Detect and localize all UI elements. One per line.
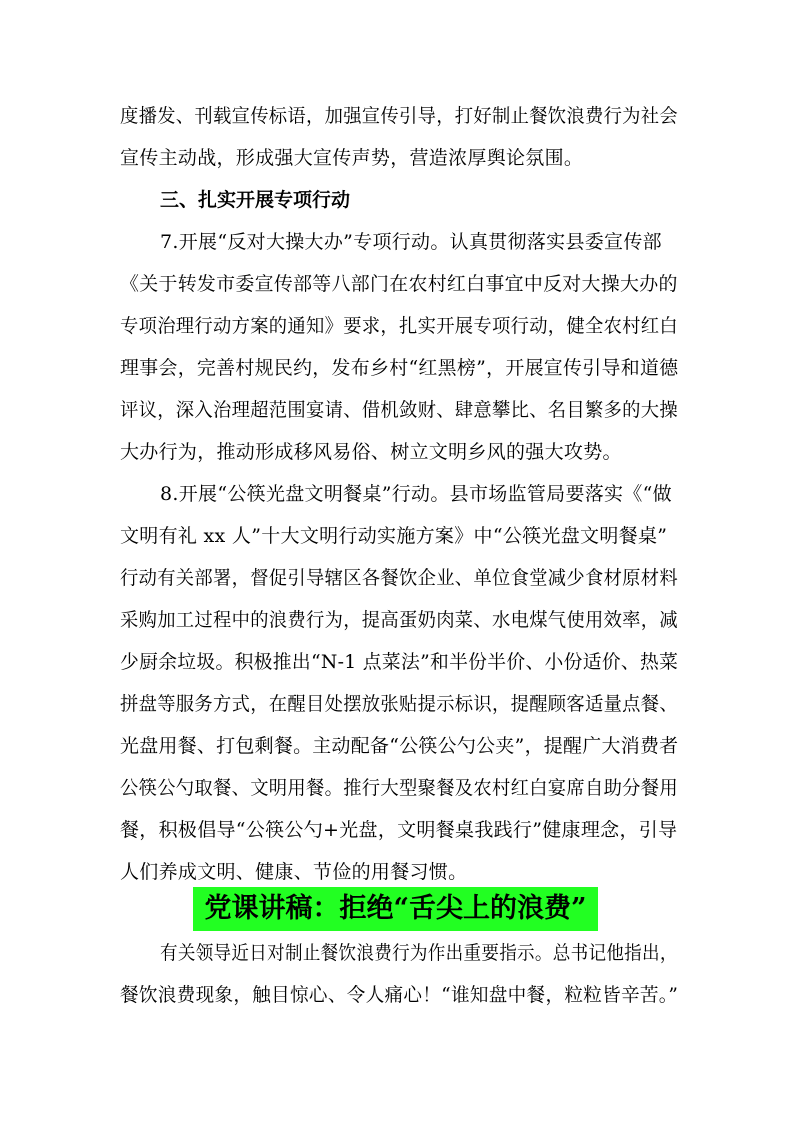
item8-line-4: 采购加工过程中的浪费行为，提高蛋奶肉菜、水电煤气使用效率，减: [120, 609, 678, 631]
item7-line-6: 大办行为，推动形成移风易俗、树立文明乡风的强大攻势。: [120, 441, 622, 463]
item8-line-3: 行动有关部署，督促引导辖区各餐饮企业、单位食堂减少食材原材料: [120, 567, 678, 589]
item8-line-9: 餐，积极倡导“公筷公勺+光盘，文明餐桌我践行”健康理念，引导: [120, 819, 678, 841]
item7-line-4: 理事会，完善村规民约，发布乡村“红黑榜”，开展宣传引导和道德: [120, 357, 679, 379]
closing-line-1: 有关领导近日对制止餐饮浪费行为作出重要指示。总书记他指出，: [160, 942, 678, 964]
item7-line-1: 7.开展“反对大操大办”专项行动。认真贯彻落实县委宣传部: [160, 231, 662, 253]
title-banner: [193, 887, 598, 931]
item7-line-2: 《关于转发市委宣传部等八部门在农村红白事宜中反对大操大办的: [120, 273, 678, 295]
item8-line-8: 公筷公勺取餐、文明用餐。推行大型聚餐及农村红白宴席自助分餐用: [120, 777, 678, 799]
item8-line-1: 8.开展“公筷光盘文明餐桌”行动。县市场监管局要落实《“做: [160, 483, 672, 505]
section-heading: 三、扎实开展专项行动: [160, 189, 351, 211]
item8-line-2: 文明有礼 xx 人”十大文明行动实施方案》中“公筷光盘文明餐桌”: [120, 525, 668, 547]
item8-line-6: 拼盘等服务方式，在醒目处摆放张贴提示标识，提醒顾客适量点餐、: [120, 693, 678, 715]
banner-title: 党课讲稿：拒绝“舌尖上的浪费”: [204, 893, 587, 924]
intro-line-2: 宣传主动战，形成强大宣传声势，营造浓厚舆论氛围。: [120, 147, 584, 169]
item7-line-3: 专项治理行动方案的通知》要求，扎实开展专项行动，健全农村红白: [120, 315, 678, 337]
item8-line-7: 光盘用餐、打包剩餐。主动配备“公筷公勺公夹”，提醒广大消费者: [120, 735, 679, 757]
item7-line-5: 评议，深入治理超范围宴请、借机敛财、肆意攀比、名目繁多的大操: [120, 399, 678, 421]
item8-line-5: 少厨余垃圾。积极推出“N-1 点菜法”和半份半价、小份适价、热菜: [120, 651, 679, 673]
item8-line-10: 人们养成文明、健康、节俭的用餐习惯。: [120, 861, 468, 883]
closing-line-2: 餐饮浪费现象，触目惊心、令人痛心！“谁知盘中餐，粒粒皆辛苦。”: [120, 984, 679, 1006]
intro-line-1: 度播发、刊载宣传标语，加强宣传引导，打好制止餐饮浪费行为社会: [120, 105, 678, 127]
